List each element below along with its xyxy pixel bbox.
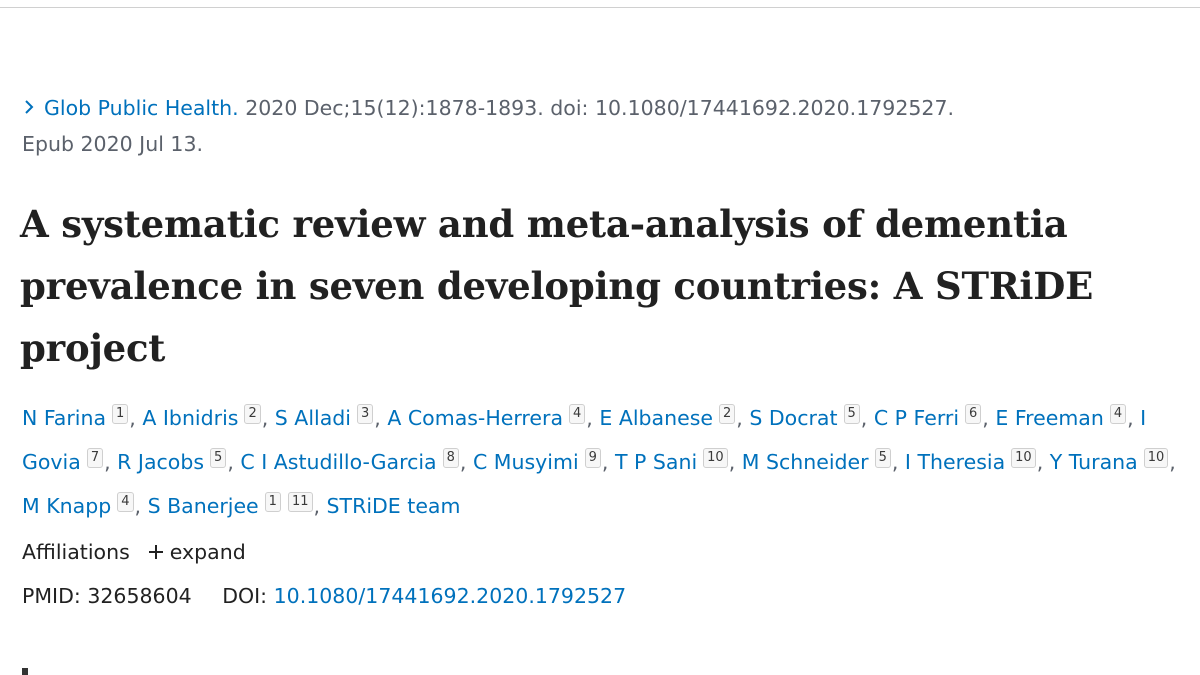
author-name-link[interactable]: Y Turana bbox=[1049, 450, 1138, 474]
affiliation-number[interactable]: 4 bbox=[1110, 404, 1126, 424]
author-separator: , bbox=[728, 450, 742, 474]
author-entry bbox=[387, 406, 599, 430]
author-entry bbox=[148, 494, 327, 518]
author-entry bbox=[117, 450, 240, 474]
author-separator: , bbox=[1127, 406, 1141, 430]
author-name-link[interactable]: N Farina bbox=[22, 406, 107, 430]
affiliation-number[interactable]: 5 bbox=[844, 404, 860, 424]
author-name-link[interactable]: C I Astudillo-Garcia bbox=[240, 450, 437, 474]
author-separator: , bbox=[313, 494, 327, 518]
author-name-link[interactable]: S Banerjee bbox=[147, 494, 259, 518]
author-entry bbox=[874, 406, 996, 430]
affiliation-number[interactable]: 7 bbox=[87, 448, 103, 468]
author-entry bbox=[599, 406, 749, 430]
author-separator: , bbox=[601, 450, 615, 474]
title-line: A systematic review and meta-analysis of dementia bbox=[20, 202, 1068, 246]
author-entry bbox=[142, 406, 274, 430]
author-entry bbox=[240, 450, 473, 474]
affiliation-number[interactable]: 5 bbox=[875, 448, 891, 468]
author-separator: , bbox=[227, 450, 241, 474]
title-line: project bbox=[20, 326, 166, 370]
affiliation-number[interactable]: 11 bbox=[288, 492, 313, 512]
affiliations-section bbox=[22, 535, 246, 569]
author-name-link[interactable]: S Alladi bbox=[274, 406, 351, 430]
citation-journal-link[interactable] bbox=[22, 96, 239, 120]
author-separator: , bbox=[104, 450, 118, 474]
author-entry bbox=[1050, 450, 1176, 474]
author-entry bbox=[742, 450, 905, 474]
affiliation-number[interactable]: 9 bbox=[585, 448, 601, 468]
author-name-link[interactable]: M Knapp bbox=[22, 494, 112, 518]
author-separator: , bbox=[891, 450, 905, 474]
expand-label: expand bbox=[169, 540, 246, 564]
author-name-link[interactable]: I Govia bbox=[22, 406, 1147, 474]
author-entry bbox=[995, 406, 1140, 430]
author-entry bbox=[22, 406, 142, 430]
plus-icon bbox=[148, 544, 164, 560]
pmid-value: 32658604 bbox=[87, 584, 192, 608]
authors-list bbox=[22, 396, 1182, 528]
affiliation-number[interactable]: 4 bbox=[117, 492, 133, 512]
author-name-link[interactable]: A Ibnidris bbox=[142, 406, 239, 430]
affiliation-number[interactable]: 10 bbox=[1011, 448, 1036, 468]
doi-label: DOI: bbox=[222, 584, 268, 608]
author-name-link[interactable]: E Albanese bbox=[599, 406, 714, 430]
citation-epub: Epub 2020 Jul 13. bbox=[22, 132, 204, 156]
author-name-link[interactable]: E Freeman bbox=[995, 406, 1104, 430]
author-name-link[interactable]: STRiDE team bbox=[326, 494, 461, 518]
affiliation-number[interactable]: 3 bbox=[357, 404, 373, 424]
citation-details: 2020 Dec;15(12):1878-1893. doi: 10.1080/17441692.2020.1792527. bbox=[238, 96, 955, 120]
affiliation-number[interactable]: 10 bbox=[703, 448, 728, 468]
author-name-link[interactable]: T P Sani bbox=[614, 450, 698, 474]
citation bbox=[22, 90, 1182, 162]
author-separator: , bbox=[1169, 450, 1176, 474]
next-section-glyph bbox=[22, 668, 28, 675]
author-name-link[interactable]: S Docrat bbox=[749, 406, 838, 430]
affiliation-number[interactable]: 1 bbox=[112, 404, 128, 424]
affiliation-number[interactable]: 1 bbox=[265, 492, 281, 512]
top-border bbox=[0, 0, 1200, 8]
author-separator: , bbox=[374, 406, 388, 430]
affiliation-number[interactable]: 6 bbox=[965, 404, 981, 424]
identifiers bbox=[22, 579, 626, 613]
affiliation-number[interactable]: 5 bbox=[210, 448, 226, 468]
author-name-link[interactable]: C Musyimi bbox=[472, 450, 579, 474]
author-name-link[interactable]: A Comas-Herrera bbox=[387, 406, 564, 430]
author-separator: , bbox=[586, 406, 600, 430]
author-separator: , bbox=[982, 406, 996, 430]
author-name-link[interactable]: M Schneider bbox=[741, 450, 869, 474]
chevron-right-icon bbox=[22, 100, 36, 114]
affiliation-number[interactable]: 2 bbox=[244, 404, 260, 424]
affiliations-label: Affiliations bbox=[22, 540, 130, 564]
author-entry bbox=[905, 450, 1050, 474]
author-separator: , bbox=[459, 450, 473, 474]
title-line: prevalence in seven developing countries: A STRiDE bbox=[20, 264, 1094, 308]
author-separator: , bbox=[129, 406, 143, 430]
author-entry bbox=[473, 450, 615, 474]
affiliation-number[interactable]: 10 bbox=[1144, 448, 1169, 468]
affiliations-expand-button[interactable] bbox=[148, 540, 246, 564]
author-name-link[interactable]: C P Ferri bbox=[873, 406, 960, 430]
author-entry bbox=[615, 450, 742, 474]
author-entry bbox=[22, 494, 148, 518]
author-name-link[interactable]: R Jacobs bbox=[117, 450, 205, 474]
journal-name: Glob Public Health. bbox=[44, 96, 239, 120]
author-separator: , bbox=[860, 406, 874, 430]
author-entry bbox=[275, 406, 388, 430]
author-separator: , bbox=[261, 406, 275, 430]
author-separator: , bbox=[134, 494, 148, 518]
affiliation-number[interactable]: 4 bbox=[569, 404, 585, 424]
pmid-label: PMID: bbox=[22, 584, 81, 608]
doi-link[interactable]: 10.1080/17441692.2020.1792527 bbox=[273, 584, 627, 608]
article-title bbox=[20, 193, 1190, 379]
affiliation-number[interactable]: 8 bbox=[443, 448, 459, 468]
author-separator: , bbox=[736, 406, 750, 430]
affiliation-number[interactable]: 2 bbox=[719, 404, 735, 424]
author-entry bbox=[327, 494, 461, 518]
author-name-link[interactable]: I Theresia bbox=[904, 450, 1006, 474]
author-entry bbox=[749, 406, 873, 430]
author-separator: , bbox=[1036, 450, 1050, 474]
